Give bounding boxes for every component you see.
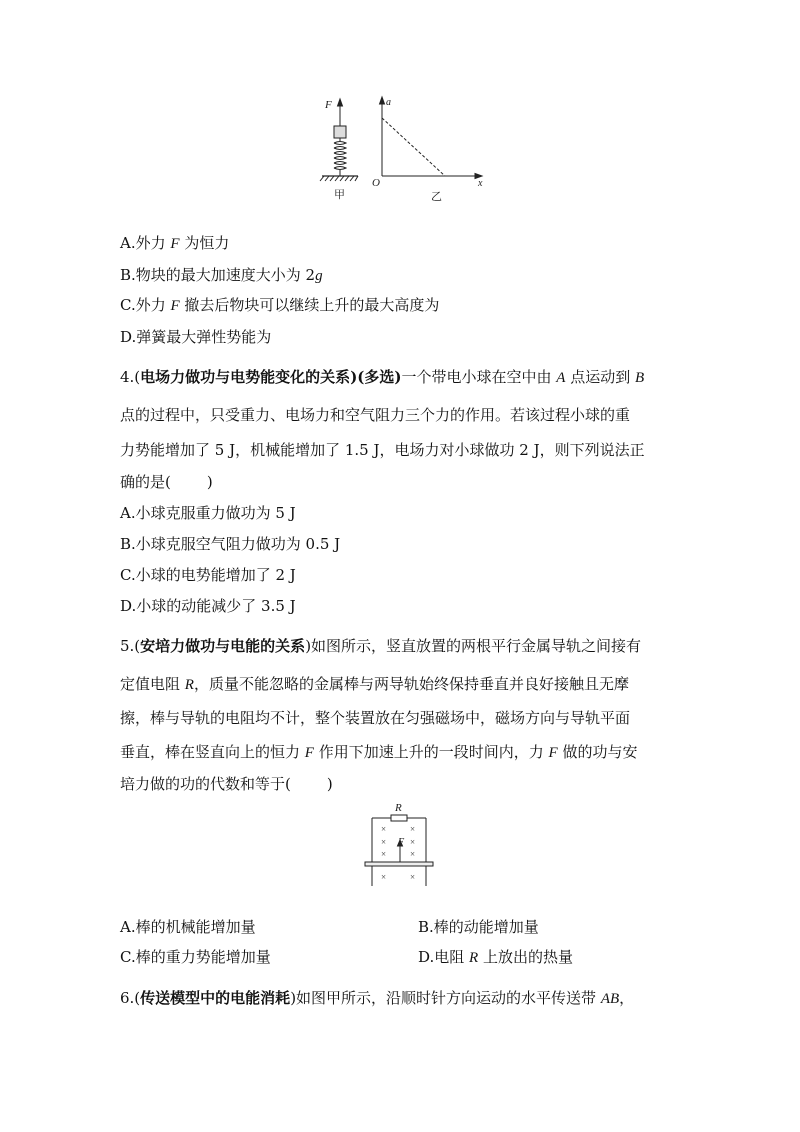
q4-option-b: B.小球克服空气阻力做功为 0.5 J: [120, 535, 341, 553]
q5-stem-line-2: 定值电阻 R，质量不能忽略的金属棒与两导轨始终保持垂直并良好接触且无摩: [120, 675, 629, 693]
graph-y-label: a: [386, 97, 391, 108]
spring-graph-figure: [300, 88, 510, 206]
q4-option-d: D.小球的动能减少了 3.5 J: [120, 597, 296, 615]
svg-text:×: ×: [410, 824, 416, 834]
q3-option-b: B.物块的最大加速度大小为 2g: [120, 266, 323, 284]
resistor: [391, 815, 407, 821]
force-label: F: [325, 99, 332, 111]
svg-text:×: ×: [410, 837, 416, 847]
q4-option-a: A.小球克服重力做功为 5 J: [120, 504, 296, 522]
rail-rod-figure: [362, 798, 438, 890]
q5-option-c: C.棒的重力势能增加量: [120, 948, 271, 966]
q5-stem-line-4: 垂直，棒在竖直向上的恒力 F 作用下加速上升的一段时间内，力 F 做的功与安: [120, 743, 638, 761]
metal-rod: [365, 862, 433, 866]
resistor-label: R: [395, 802, 402, 814]
q4-option-c: C.小球的电势能增加了 2 J: [120, 566, 296, 584]
svg-text:×: ×: [410, 849, 416, 859]
q6-stem-line-1: 6.(传送模型中的电能消耗)如图甲所示，沿顺时针方向运动的水平传送带 AB，: [120, 989, 635, 1007]
figure-label-jia: 甲: [334, 189, 345, 201]
figure-label-yi: 乙: [431, 191, 442, 203]
q5-stem-line-5: 培力做的功的代数和等于( ): [120, 775, 333, 793]
q5-option-d: D.电阻 R 上放出的热量: [418, 948, 573, 966]
q3-option-a: A.外力 F 为恒力: [120, 234, 230, 252]
q4-stem-line-2: 点的过程中，只受重力、电场力和空气阻力三个力的作用。若该过程小球的重: [120, 406, 631, 424]
q4-stem-line-1: 4.(电场力做功与电势能变化的关系)(多选)一个带电小球在空中由 A 点运动到 B: [120, 368, 645, 386]
spring-diagram: [320, 99, 358, 201]
svg-text:×: ×: [410, 872, 416, 882]
q5-stem-line-3: 擦，棒与导轨的电阻均不计，整个装置放在匀强磁场中，磁场方向与导轨平面: [120, 709, 631, 727]
force-label: F: [398, 837, 405, 848]
q4-stem-line-4: 确的是( ): [120, 473, 213, 491]
graph-origin-label: O: [372, 177, 380, 189]
graph-x-label: x: [478, 178, 483, 189]
q3-option-d: D.弹簧最大弹性势能为: [120, 328, 272, 346]
q5-option-a: A.棒的机械能增加量: [120, 918, 256, 936]
svg-text:×: ×: [381, 837, 387, 847]
a-x-graph: [372, 97, 483, 203]
svg-text:×: ×: [381, 824, 387, 834]
svg-text:×: ×: [381, 849, 387, 859]
q5-stem-line-1: 5.(安培力做功与电能的关系)如图所示，竖直放置的两根平行金属导轨之间接有: [120, 637, 642, 655]
q4-stem-line-3: 力势能增加了 5 J，机械能增加了 1.5 J，电场力对小球做功 2 J，则下列说法正: [120, 441, 645, 459]
q5-option-b: B.棒的动能增加量: [418, 918, 539, 936]
svg-text:×: ×: [381, 872, 387, 882]
field-marks: [381, 824, 415, 882]
q3-option-c: C.外力 F 撤去后物块可以继续上升的最大高度为: [120, 296, 440, 314]
